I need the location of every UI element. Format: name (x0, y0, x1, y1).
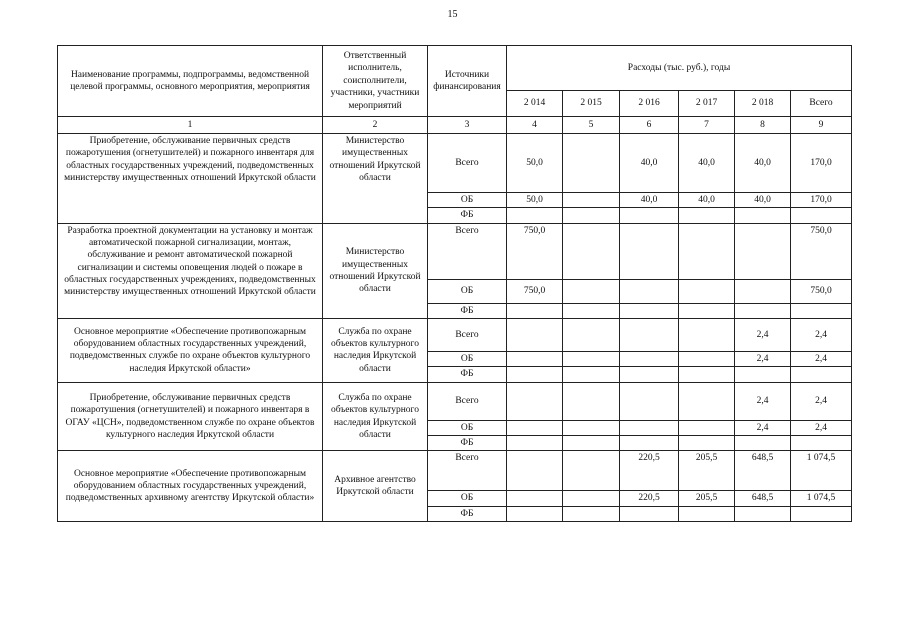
column-number: 6 (620, 117, 679, 134)
amount-cell (507, 506, 563, 521)
header-year: 2 017 (679, 91, 735, 117)
amount-cell: 750,0 (791, 223, 852, 279)
amount-cell: 40,0 (735, 134, 791, 193)
amount-cell (735, 506, 791, 521)
funding-source: ОБ (428, 491, 507, 506)
amount-cell (791, 303, 852, 318)
amount-cell (507, 451, 563, 491)
column-number: 1 (58, 117, 323, 134)
amount-cell (563, 506, 620, 521)
amount-cell (620, 420, 679, 435)
amount-cell: 40,0 (679, 134, 735, 193)
amount-cell: 1 074,5 (791, 491, 852, 506)
amount-cell (507, 491, 563, 506)
activity-name: Разработка проектной документации на установку и монтаж автоматической пожарной сигнализации, монтаж, обслуживание и ремонт автоматической пожарной сигнализации и системы оповещения людей о пожаре в областных государственных учреждениях, подведомственных министерству имущественных отношений Иркутской области (58, 223, 323, 318)
header-source: Источники финансирования (428, 46, 507, 117)
amount-cell (563, 420, 620, 435)
amount-cell (735, 303, 791, 318)
amount-cell (563, 451, 620, 491)
amount-cell: 40,0 (620, 193, 679, 208)
amount-cell (620, 367, 679, 382)
column-number: 8 (735, 117, 791, 134)
amount-cell: 50,0 (507, 193, 563, 208)
amount-cell (507, 208, 563, 223)
amount-cell: 220,5 (620, 451, 679, 491)
page-number: 15 (447, 9, 458, 20)
amount-cell: 2,4 (791, 352, 852, 367)
activity-name: Приобретение, обслуживание первичных средств пожаротушения (огнетушителей) и пожарного инвентаря в ОГАУ «ЦСН», подведомственном службе по охране объектов культурного наследия Иркутской области (58, 382, 323, 451)
header-expenses: Расходы (тыс. руб.), годы (507, 46, 852, 91)
expenses-table (57, 45, 852, 522)
amount-cell (563, 134, 620, 193)
amount-cell (507, 436, 563, 451)
table-row (58, 319, 852, 352)
amount-cell: 50,0 (507, 134, 563, 193)
amount-cell (679, 319, 735, 352)
column-numbers-row (58, 117, 852, 134)
amount-cell (679, 352, 735, 367)
amount-cell: 1 074,5 (791, 451, 852, 491)
header-year: 2 016 (620, 91, 679, 117)
amount-cell: 750,0 (507, 279, 563, 303)
amount-cell (679, 382, 735, 420)
amount-cell (507, 382, 563, 420)
amount-cell (679, 279, 735, 303)
amount-cell (620, 319, 679, 352)
amount-cell (620, 436, 679, 451)
funding-source: ФБ (428, 436, 507, 451)
amount-cell: 2,4 (791, 319, 852, 352)
header-responsible: Ответственный исполнитель, соисполнители, участники, участники мероприятий (323, 46, 428, 117)
funding-source: Всего (428, 134, 507, 193)
amount-cell (679, 420, 735, 435)
amount-cell (679, 367, 735, 382)
amount-cell (735, 436, 791, 451)
table-row (58, 223, 852, 279)
amount-cell (735, 367, 791, 382)
amount-cell (791, 506, 852, 521)
responsible-executor: Служба по охране объектов культурного наследия Иркутской области (323, 319, 428, 383)
amount-cell (507, 420, 563, 435)
amount-cell (507, 352, 563, 367)
funding-source: ОБ (428, 193, 507, 208)
funding-source: ФБ (428, 208, 507, 223)
activity-name: Основное мероприятие «Обеспечение противопожарным оборудованием областных государственных учреждений, подведомственных архивному агентству Иркутской области» (58, 451, 323, 522)
amount-cell (563, 491, 620, 506)
column-number: 9 (791, 117, 852, 134)
amount-cell: 170,0 (791, 193, 852, 208)
amount-cell (791, 436, 852, 451)
column-number: 3 (428, 117, 507, 134)
column-number: 2 (323, 117, 428, 134)
funding-source: Всего (428, 223, 507, 279)
table-row (58, 134, 852, 193)
column-number: 5 (563, 117, 620, 134)
amount-cell: 40,0 (735, 193, 791, 208)
amount-cell: 2,4 (791, 382, 852, 420)
responsible-executor: Министерство имущественных отношений Иркутской области (323, 223, 428, 318)
amount-cell: 40,0 (679, 193, 735, 208)
amount-cell: 2,4 (735, 382, 791, 420)
amount-cell: 750,0 (791, 279, 852, 303)
funding-source: ОБ (428, 279, 507, 303)
amount-cell: 648,5 (735, 491, 791, 506)
table-row (58, 451, 852, 491)
header-row (58, 46, 852, 91)
amount-cell (679, 436, 735, 451)
amount-cell (620, 279, 679, 303)
amount-cell: 205,5 (679, 491, 735, 506)
amount-cell (507, 367, 563, 382)
amount-cell (679, 506, 735, 521)
amount-cell (563, 319, 620, 352)
funding-source: Всего (428, 319, 507, 352)
amount-cell (620, 208, 679, 223)
amount-cell: 648,5 (735, 451, 791, 491)
amount-cell (563, 352, 620, 367)
amount-cell (507, 319, 563, 352)
amount-cell: 2,4 (735, 319, 791, 352)
amount-cell (563, 208, 620, 223)
amount-cell (563, 193, 620, 208)
responsible-executor: Служба по охране объектов культурного наследия Иркутской области (323, 382, 428, 451)
amount-cell (735, 223, 791, 279)
amount-cell (563, 223, 620, 279)
responsible-executor: Архивное агентство Иркутской области (323, 451, 428, 522)
amount-cell (735, 279, 791, 303)
amount-cell (620, 303, 679, 318)
header-year: 2 018 (735, 91, 791, 117)
funding-source: ФБ (428, 506, 507, 521)
table-row (58, 382, 852, 420)
amount-cell: 2,4 (735, 352, 791, 367)
amount-cell (507, 303, 563, 318)
amount-cell: 40,0 (620, 134, 679, 193)
amount-cell (679, 303, 735, 318)
amount-cell (620, 223, 679, 279)
amount-cell (563, 436, 620, 451)
amount-cell (791, 367, 852, 382)
header-total: Всего (791, 91, 852, 117)
funding-source: ОБ (428, 420, 507, 435)
activity-name: Основное мероприятие «Обеспечение противопожарным оборудованием областных государственных учреждений, подведомственных службе по охране объектов культурного наследия Иркутской области» (58, 319, 323, 383)
amount-cell (620, 352, 679, 367)
activity-name: Приобретение, обслуживание первичных средств пожаротушения (огнетушителей) и пожарного инвентаря для областных государственных учреждений, подведомственных министерству имущественных отношений Иркутской области (58, 134, 323, 224)
funding-source: Всего (428, 382, 507, 420)
amount-cell: 220,5 (620, 491, 679, 506)
funding-source: ФБ (428, 367, 507, 382)
amount-cell (620, 506, 679, 521)
column-number: 4 (507, 117, 563, 134)
responsible-executor: Министерство имущественных отношений Иркутской области (323, 134, 428, 224)
amount-cell (620, 382, 679, 420)
amount-cell (563, 279, 620, 303)
amount-cell: 2,4 (735, 420, 791, 435)
header-name: Наименование программы, подпрограммы, ведомственной целевой программы, основного мероприятия, мероприятия (58, 46, 323, 117)
funding-source: ФБ (428, 303, 507, 318)
column-number: 7 (679, 117, 735, 134)
header-year: 2 014 (507, 91, 563, 117)
amount-cell (563, 382, 620, 420)
amount-cell (735, 208, 791, 223)
amount-cell (679, 208, 735, 223)
amount-cell (679, 223, 735, 279)
amount-cell: 750,0 (507, 223, 563, 279)
amount-cell: 170,0 (791, 134, 852, 193)
amount-cell: 205,5 (679, 451, 735, 491)
amount-cell (563, 303, 620, 318)
header-year: 2 015 (563, 91, 620, 117)
amount-cell (791, 208, 852, 223)
amount-cell: 2,4 (791, 420, 852, 435)
funding-source: ОБ (428, 352, 507, 367)
amount-cell (563, 367, 620, 382)
funding-source: Всего (428, 451, 507, 491)
